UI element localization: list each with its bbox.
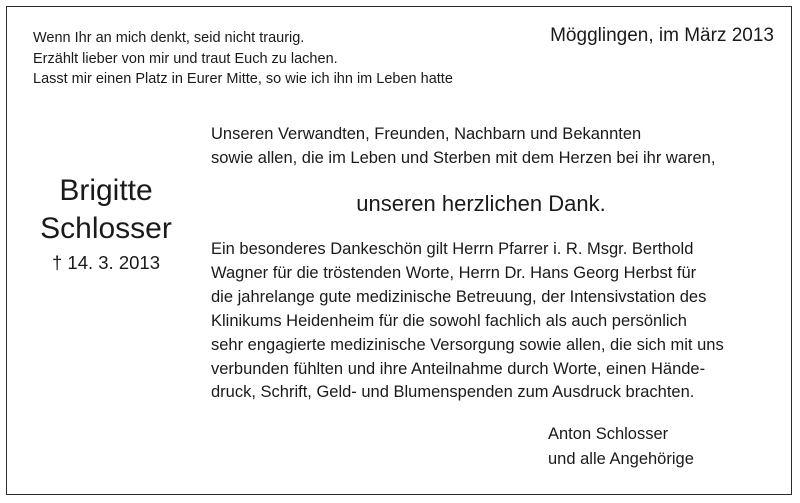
body-line: Wagner für die tröstenden Worte, Herrn Dr. Hans Georg Herbst für [211, 263, 697, 282]
intro-text [211, 122, 715, 170]
signature [548, 422, 694, 472]
deceased-first-name: Brigitte [59, 174, 153, 207]
signature-line: und alle Angehörige [548, 450, 694, 468]
body-line: Ein besonderes Dankeschön gilt Herrn Pfarrer i. R. Msgr. Berthold [211, 240, 694, 258]
body-line: Klinikums Heidenheim für die sowohl fachlich als auch persönlich [211, 311, 687, 330]
place-date: Mögglingen, im März 2013 [550, 25, 774, 46]
body-text [211, 238, 724, 405]
deceased-last-name: Schlosser [40, 212, 172, 245]
signature-line: Anton Schlosser [548, 425, 669, 443]
intro-line: Unseren Verwandten, Freunden, Nachbarn und Bekannten [211, 125, 642, 143]
thanks-heading: unseren herzlichen Dank. [356, 191, 606, 216]
poem-line: Lasst mir einen Platz in Eurer Mitte, so wie ich ihn im Leben hatte [33, 71, 453, 87]
body-line: die jahrelange gute medizinische Betreuung, der Intensivstation des [211, 287, 707, 306]
poem-line: Wenn Ihr an mich denkt, seid nicht traurig. [33, 30, 305, 46]
body-line: sehr engagierte medizinische Versorgung sowie allen, die sich mit uns [211, 335, 724, 354]
intro-line: sowie allen, die im Leben und Sterben mit dem Herzen bei ihr waren, [211, 149, 716, 167]
poem-line: Erzählt lieber von mir und traut Euch zu lachen. [33, 50, 338, 67]
deceased-block [16, 172, 196, 276]
poem [33, 28, 453, 90]
body-line: druck, Schrift, Geld- und Blumenspenden zum Ausdruck brachten. [211, 383, 695, 402]
death-date: † 14. 3. 2013 [51, 252, 160, 273]
body-line: verbunden fühlten und ihre Anteilnahme durch Worte, einen Hände- [211, 359, 706, 378]
